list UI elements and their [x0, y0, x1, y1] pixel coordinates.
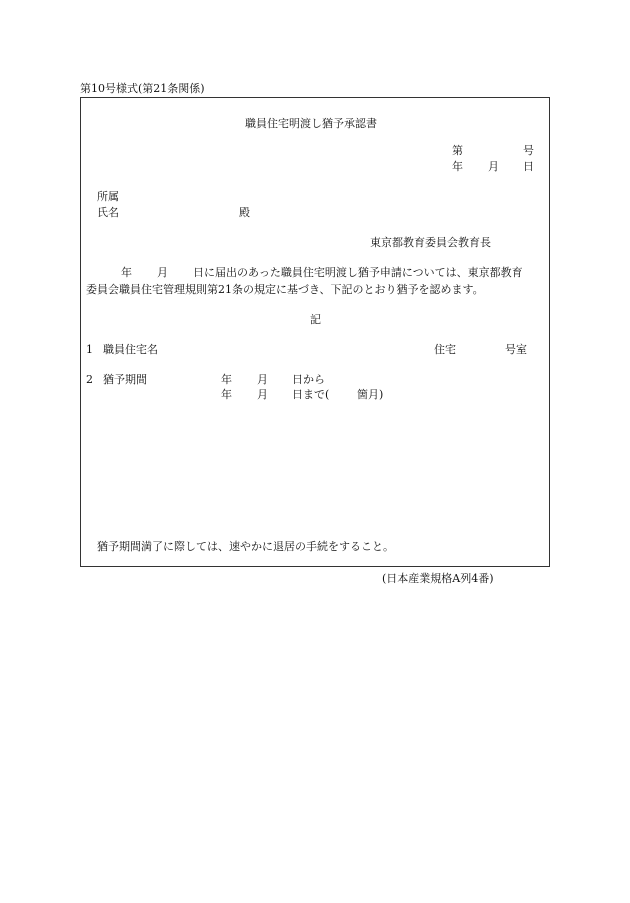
item2-to-year: 年 [221, 388, 232, 401]
date-month: 月 [488, 160, 499, 173]
body-line-2: 委員会職員住宅管理規則第21条の規定に基づき、下記のとおり猶予を認めます。 [86, 283, 484, 296]
ki-heading: 記 [310, 313, 321, 326]
item2-from-day: 日から [292, 373, 325, 386]
body-month: 月 [157, 266, 168, 279]
item2-to-day: 日まで( [292, 388, 330, 401]
name-label: 氏名 [97, 206, 119, 219]
item2-to-months: 箇月) [357, 388, 384, 401]
item2-label: 猶予期間 [103, 373, 147, 386]
doc-number-dai: 第 [452, 144, 463, 157]
doc-number-go: 号 [523, 144, 534, 157]
issuer: 東京都教育委員会教育長 [370, 236, 491, 249]
body-year: 年 [121, 266, 132, 279]
honorific: 殿 [239, 206, 250, 219]
item1-label: 職員住宅名 [103, 343, 158, 356]
note: 猶予期間満了に際しては、速やかに退居の手続をすること。 [97, 540, 394, 553]
item1-jutaku: 住宅 [434, 343, 456, 356]
item2-to-month: 月 [257, 388, 268, 401]
form-number: 第10号様式(第21条関係) [80, 82, 205, 95]
item1-goshitsu: 号室 [505, 343, 527, 356]
item2-from-month: 月 [257, 373, 268, 386]
date-year: 年 [452, 160, 463, 173]
affiliation-label: 所属 [97, 190, 119, 203]
item1-number: 1 [86, 343, 93, 356]
item2-from-year: 年 [221, 373, 232, 386]
paper-size: (日本産業規格A列4番) [382, 572, 494, 585]
document-title: 職員住宅明渡し猶予承認書 [245, 117, 377, 130]
form-frame [80, 97, 550, 567]
date-day: 日 [523, 160, 534, 173]
item2-number: 2 [86, 373, 93, 386]
body-line-1: 日に届出のあった職員住宅明渡し猶予申請については、東京都教育 [193, 266, 523, 279]
